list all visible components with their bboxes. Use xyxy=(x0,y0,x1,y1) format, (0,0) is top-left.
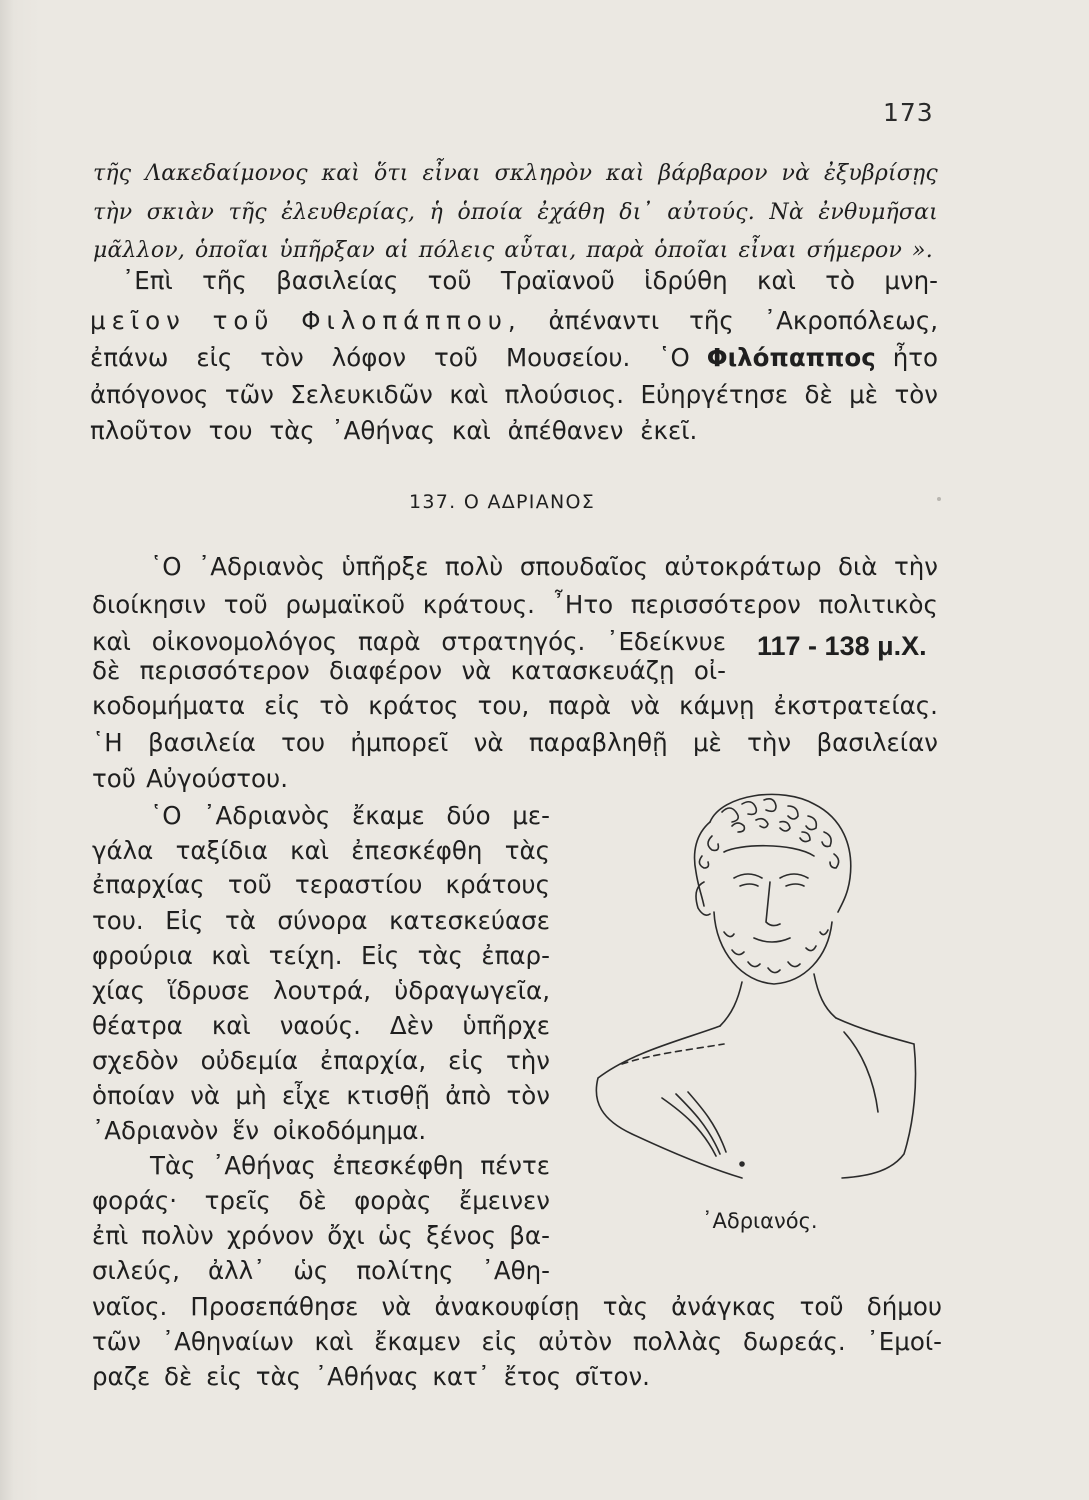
word: ἐπεσκέφθη xyxy=(351,836,483,865)
word: τὴν xyxy=(893,552,938,581)
word: διὰ xyxy=(838,552,878,581)
word: του, xyxy=(477,691,530,720)
word: περισσότερον xyxy=(139,656,310,685)
paragraph-word: ἦτο xyxy=(892,343,938,372)
word: βασιλείας xyxy=(276,266,399,295)
word: ». xyxy=(912,238,933,263)
word: καὶ xyxy=(449,380,489,409)
figure-caption: ᾿Αδριανός. xyxy=(702,1209,818,1233)
word: ὄχι xyxy=(327,1221,365,1250)
word: ὑδραγωγεῖα, xyxy=(394,976,550,1005)
page-number: 173 xyxy=(883,98,934,127)
word: νὰ xyxy=(461,656,492,685)
word: χίας xyxy=(92,976,145,1005)
word: τῆς xyxy=(202,266,247,295)
paragraph-line xyxy=(92,691,938,721)
word: ᾿Αδριανὸς xyxy=(198,552,326,581)
word: Νὰ xyxy=(769,200,804,225)
word: τὸν xyxy=(894,380,938,409)
word: γάλα xyxy=(92,836,154,865)
word: Δὲν xyxy=(389,1011,434,1040)
word: τὰς xyxy=(602,1292,648,1321)
word: ξένος xyxy=(426,1221,497,1250)
word: ἠμπορεῖ xyxy=(350,728,449,757)
word: ἀπέναντι xyxy=(548,306,660,335)
paragraph-line: πλοῦτον του τὰς ᾿Αθήνας καὶ ἀπέθανεν ἐκεῖ. xyxy=(90,416,698,445)
word: κράτος xyxy=(368,691,459,720)
word: πέντε xyxy=(480,1151,550,1180)
word: ῾Ο xyxy=(150,801,182,830)
word: τὰ xyxy=(224,906,256,935)
word: ὡς xyxy=(293,1256,329,1285)
word: εἰς xyxy=(481,1327,518,1356)
word: ἀνάγκας xyxy=(671,1292,777,1321)
word: πολιτικὸς xyxy=(818,590,938,619)
word: δήμου xyxy=(866,1292,942,1321)
word: δωρεάς. xyxy=(743,1327,846,1356)
word: μνη- xyxy=(884,266,938,295)
margin-date-note: 117 - 138 μ.Χ. xyxy=(757,631,927,661)
word: τρεῖς xyxy=(204,1186,271,1215)
word: τὸν xyxy=(506,1081,550,1110)
word: τείχη. xyxy=(268,941,343,970)
word: εἰς xyxy=(196,343,233,372)
word: νὰ xyxy=(190,1081,221,1110)
word: ῾Ο xyxy=(150,552,182,581)
paragraph-line xyxy=(90,343,938,373)
paragraph-line xyxy=(92,870,550,900)
word: ἵδρυσε xyxy=(168,976,250,1005)
word: τοῦ xyxy=(434,343,478,372)
word: ἔμεινεν xyxy=(458,1186,550,1215)
word: δι᾽ xyxy=(619,200,653,225)
word: νὰ xyxy=(630,691,661,720)
word: μᾶλλον, xyxy=(93,238,186,263)
word: παρὰ xyxy=(357,627,421,656)
word: παρὰ xyxy=(548,691,612,720)
word: σχεδὸν xyxy=(92,1046,179,1075)
word: τὴν xyxy=(93,200,133,225)
word: τῶν xyxy=(224,380,274,409)
word: ταξίδια xyxy=(175,836,268,865)
paragraph-line xyxy=(92,941,550,971)
word: εἶναι xyxy=(422,161,481,186)
word: πολὺ xyxy=(444,552,504,581)
quote-line xyxy=(93,198,938,228)
word: ῾Η xyxy=(92,728,123,757)
word: Εἰς xyxy=(165,906,204,935)
word: φοράς· xyxy=(92,1186,178,1215)
paragraph-line xyxy=(92,627,726,657)
word: τοῦ xyxy=(427,266,472,295)
word: ἀπόγονος xyxy=(90,380,209,409)
word: ᾿Αδριανὸς xyxy=(203,801,331,830)
paragraph-line xyxy=(150,801,550,831)
word: ἐπαρ- xyxy=(481,941,550,970)
word: ἀπὸ xyxy=(445,1081,492,1110)
word: παρὰ xyxy=(586,238,645,263)
word: νὰ xyxy=(381,1292,412,1321)
paragraph-line xyxy=(92,1186,550,1216)
word: θέατρα xyxy=(92,1011,183,1040)
word: δύο xyxy=(446,801,491,830)
word: Λακεδαίμονος xyxy=(145,161,308,186)
word: τοῦ xyxy=(799,1292,844,1321)
word: ὅτι xyxy=(373,161,409,186)
paragraph-line xyxy=(92,906,550,936)
word: καὶ xyxy=(757,266,796,295)
word: τὸ xyxy=(319,691,350,720)
paragraph-line xyxy=(92,1116,426,1146)
word: ᾿Εδείκνυε xyxy=(606,627,726,656)
word: ἐχάθη xyxy=(537,200,605,225)
paragraph-line xyxy=(92,764,288,794)
word: ῏Ητο xyxy=(552,590,614,619)
word: σπουδαῖος xyxy=(519,552,649,581)
word: ρωμαϊκοῦ xyxy=(285,590,406,619)
word: ναούς. xyxy=(279,1011,361,1040)
paragraph-line xyxy=(90,380,938,410)
word: βάρβαρον xyxy=(658,161,768,186)
word: βασιλείαν xyxy=(816,728,938,757)
paragraph-line xyxy=(92,976,550,1006)
word: ᾿Αθήνας xyxy=(212,1151,316,1180)
paragraph-line xyxy=(122,266,938,296)
word: σκιὰν xyxy=(146,200,215,225)
word: ἔκαμεν xyxy=(374,1327,461,1356)
spaced-word: Φιλοπάππου, xyxy=(301,306,522,335)
word: κράτους. xyxy=(422,590,535,619)
word: αὐτὸν xyxy=(538,1327,613,1356)
word: τὸ xyxy=(825,266,855,295)
word: πολλὰς xyxy=(632,1327,723,1356)
word: τεραστίου xyxy=(294,870,423,899)
word: κράτους xyxy=(445,870,550,899)
paragraph-line xyxy=(150,552,938,582)
paragraph-line xyxy=(92,1081,550,1111)
word: Σελευκιδῶν xyxy=(290,380,433,409)
paragraph-line xyxy=(150,1151,550,1181)
word: οἰ- xyxy=(693,656,726,685)
word: καὶ xyxy=(314,1327,354,1356)
word: ἱδρύθη xyxy=(644,266,728,295)
word: ἐνθυμῆσαι xyxy=(818,200,938,225)
word: ὑπῆρξε xyxy=(341,552,429,581)
word: φρούρια xyxy=(92,941,193,970)
word: τοῦ xyxy=(92,764,136,793)
word: ὁποῖαι xyxy=(654,238,729,263)
word: πολὺν xyxy=(141,1221,214,1250)
word: ᾿Αθη- xyxy=(481,1256,550,1285)
word: διοίκησιν xyxy=(92,590,207,619)
word: τῆς xyxy=(228,200,267,225)
word: καὶ xyxy=(321,161,361,186)
word: τοῦ xyxy=(227,870,272,899)
section-heading: 137. Ο ΑΔΡΙΑΝΟΣ xyxy=(409,491,596,513)
word: Τραϊανοῦ xyxy=(500,266,615,295)
word: αὗται, xyxy=(504,238,577,263)
word: ἐπὶ xyxy=(92,1221,129,1250)
word: σήμερον xyxy=(806,238,903,263)
word: σιλεύς, xyxy=(92,1256,180,1285)
word: ἀνακουφίσῃ xyxy=(434,1292,580,1321)
word: ἐπεσκέφθη xyxy=(332,1151,464,1180)
word: πλούσιος. xyxy=(504,380,625,409)
paragraph-line xyxy=(92,1327,942,1357)
word: καὶ xyxy=(290,836,330,865)
word: μὲ xyxy=(849,380,879,409)
word: ὁποίαν xyxy=(92,1081,175,1110)
word: νὰ xyxy=(781,161,811,186)
word: ᾿Αθηναίων xyxy=(161,1327,294,1356)
paragraph-line xyxy=(92,590,938,620)
word: τῆς xyxy=(93,161,132,186)
word: καὶ xyxy=(606,161,645,186)
word: πόλεις xyxy=(418,238,495,263)
word: ὑπῆρχε xyxy=(462,1011,550,1040)
page-speck xyxy=(937,497,941,501)
word: Αὐγούστου. xyxy=(146,764,288,793)
word: κατασκευάζῃ xyxy=(510,656,675,685)
word: εἶναι xyxy=(738,238,797,263)
word: ὡς xyxy=(377,1221,413,1250)
word: ᾿Επὶ xyxy=(122,266,173,295)
word: φορὰς xyxy=(354,1186,432,1215)
paragraph-line-rest xyxy=(548,306,938,336)
spaced-word: τοῦ xyxy=(212,306,275,335)
word: σύνορα xyxy=(277,906,368,935)
word: κοδομήματα xyxy=(92,691,246,720)
word: ὁποία xyxy=(457,200,523,225)
word: λουτρά, xyxy=(273,976,371,1005)
word: του. xyxy=(92,906,144,935)
paragraph-line xyxy=(92,1292,942,1322)
word: περισσότερον xyxy=(630,590,801,619)
paragraph-line xyxy=(92,1046,550,1076)
paragraph-line xyxy=(92,728,938,758)
word: ἐπαρχίας xyxy=(92,870,205,899)
word: κατεσκεύασε xyxy=(389,906,550,935)
word: μὲ xyxy=(692,728,722,757)
word: ὑπῆρξαν xyxy=(279,238,375,263)
word: με- xyxy=(512,801,550,830)
paragraph-line xyxy=(92,1221,550,1251)
word: ῾Ο xyxy=(658,343,690,372)
word: ἐλευθερίας, xyxy=(281,200,416,225)
bold-name: Φιλόπαππος xyxy=(706,343,876,372)
word: τὸν xyxy=(260,343,304,372)
word: οἰκονομολόγος xyxy=(151,627,338,656)
word: ραζε δὲ εἰς τὰς ᾿Αθήνας κατ᾽ ἔτος σῖτον. xyxy=(92,1362,650,1391)
word: χρόνον xyxy=(226,1221,314,1250)
word: Τὰς xyxy=(150,1151,196,1180)
quote-line xyxy=(93,159,938,189)
quote-line xyxy=(93,236,933,266)
word: λόφον xyxy=(331,343,407,372)
word: εἶχε xyxy=(282,1081,331,1110)
word: νὰ xyxy=(473,728,504,757)
word: κτισθῇ xyxy=(346,1081,430,1110)
word: αἱ xyxy=(384,238,409,263)
word: καὶ xyxy=(211,941,251,970)
word: τὰς xyxy=(417,941,463,970)
word: εἰς xyxy=(264,691,301,720)
word: τῆς xyxy=(689,306,734,335)
word: καὶ xyxy=(92,627,131,656)
word: ἐξυβρίσῃς xyxy=(824,161,938,186)
word: παραβληθῇ xyxy=(528,728,668,757)
word: οὐδεμία xyxy=(200,1046,299,1075)
word: του xyxy=(281,728,326,757)
word: μὴ xyxy=(235,1081,267,1110)
word: ἔκαμε xyxy=(352,801,425,830)
word: τὴν xyxy=(747,728,792,757)
word: βασιλεία xyxy=(148,728,256,757)
word: στρατηγός. xyxy=(441,627,586,656)
word: αὐτοκράτωρ xyxy=(664,552,822,581)
paragraph-line xyxy=(92,1011,550,1041)
word: τὰς xyxy=(504,836,550,865)
word: πολίτης xyxy=(356,1256,454,1285)
word: δὲ xyxy=(298,1186,327,1215)
word: βα- xyxy=(509,1221,550,1250)
word: δὲ xyxy=(804,380,833,409)
word: διαφέρον xyxy=(329,656,443,685)
word: Προσεπάθησε xyxy=(190,1292,359,1321)
word: ἐπάνω xyxy=(90,343,169,372)
word: ἐπαρχία, xyxy=(320,1046,427,1075)
word: δὲ xyxy=(92,656,121,685)
hadrian-bust-illustration xyxy=(592,782,922,1182)
word: ᾿Ακροπόλεως, xyxy=(763,306,938,335)
word: Μουσείου. xyxy=(505,343,631,372)
word: ἡ xyxy=(429,200,444,225)
paragraph-line xyxy=(92,836,550,866)
word: τῶν xyxy=(92,1327,141,1356)
word: σκληρὸν xyxy=(494,161,593,186)
paragraph-line xyxy=(92,1256,550,1286)
spaced-word: μεῖον xyxy=(90,306,186,335)
word: αὐτούς. xyxy=(667,200,755,225)
word: Εὐηργέτησε xyxy=(640,380,789,409)
word: ὁποῖαι xyxy=(195,238,270,263)
word: ναῖος. xyxy=(92,1292,168,1321)
word: τοῦ xyxy=(223,590,268,619)
paragraph-line xyxy=(90,306,938,336)
word: καὶ xyxy=(211,1011,251,1040)
paragraph-line xyxy=(92,1362,650,1392)
paragraph-line-part xyxy=(90,343,690,373)
word: ἀλλ᾽ xyxy=(207,1256,266,1285)
word: ᾿Αδριανὸν ἕν οἰκοδόμημα. xyxy=(92,1116,427,1145)
word: κάμνῃ xyxy=(679,691,755,720)
word: εἰς xyxy=(448,1046,485,1075)
word: ᾿Εμοί- xyxy=(866,1327,942,1356)
word: ἐκστρατείας. xyxy=(773,691,938,720)
word: τὴν xyxy=(506,1046,550,1075)
paragraph-line xyxy=(92,656,726,686)
word: Εἰς xyxy=(360,941,400,970)
